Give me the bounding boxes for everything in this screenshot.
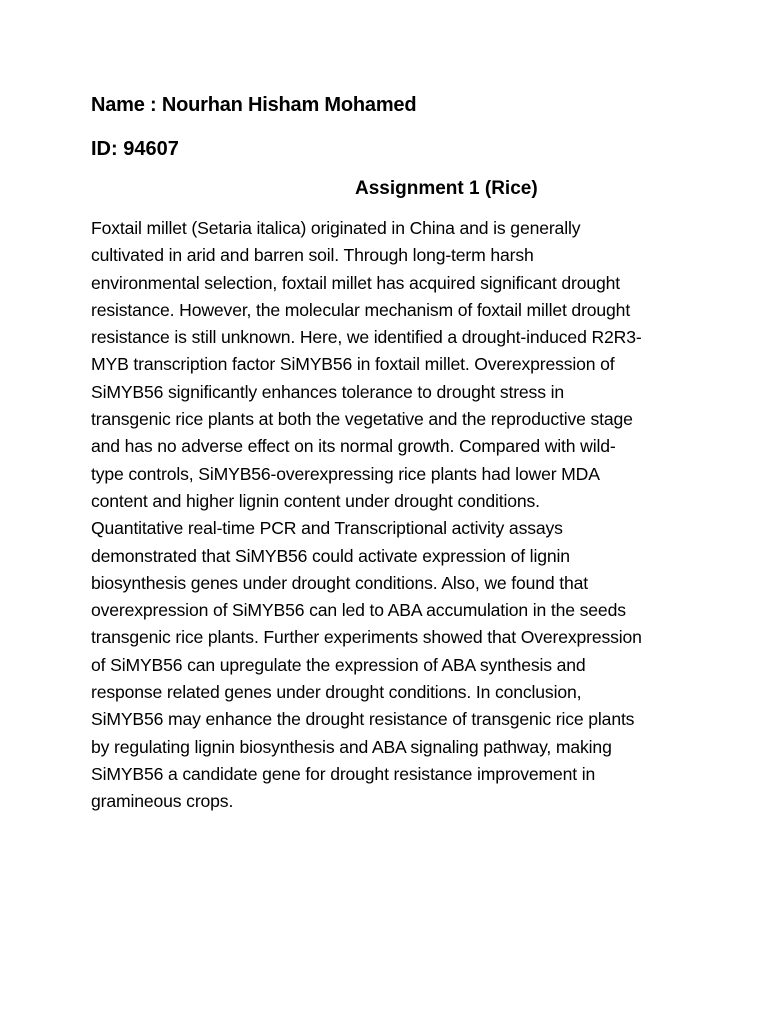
body-line: Quantitative real-time PCR and Transcriptional activity assays	[91, 518, 563, 539]
body-line: response related genes under drought conditions. In conclusion,	[91, 682, 582, 703]
assignment-title: Assignment 1 (Rice)	[355, 178, 538, 199]
body-line: transgenic rice plants at both the vegetative and the reproductive stage	[91, 409, 633, 430]
body-line: resistance. However, the molecular mechanism of foxtail millet drought	[91, 299, 631, 320]
body-line: cultivated in arid and barren soil. Through long-term harsh	[91, 245, 534, 266]
body-line: transgenic rice plants. Further experiments showed that Overexpression	[91, 627, 642, 648]
student-name: Name : Nourhan Hisham Mohamed	[91, 94, 417, 116]
body-line: gramineous crops.	[91, 791, 234, 812]
body-line: SiMYB56 a candidate gene for drought resistance improvement in	[91, 763, 596, 784]
body-line: and has no adverse effect on its normal growth. Compared with wild-	[91, 436, 616, 457]
body-paragraph	[91, 215, 691, 816]
body-line: Foxtail millet (Setaria italica) originated in China and is generally	[91, 218, 581, 238]
body-line: demonstrated that SiMYB56 could activate expression of lignin	[91, 545, 570, 566]
student-id: ID: 94607	[91, 138, 179, 160]
body-line: SiMYB56 may enhance the drought resistance of transgenic rice plants	[91, 709, 635, 730]
body-line: type controls, SiMYB56-overexpressing rice plants had lower MDA	[91, 463, 600, 484]
body-line: overexpression of SiMYB56 can led to ABA accumulation in the seeds	[91, 600, 626, 621]
body-line: of SiMYB56 can upregulate the expression of ABA synthesis and	[91, 654, 586, 675]
body-line: content and higher lignin content under drought conditions.	[91, 490, 540, 511]
body-line: SiMYB56 significantly enhances tolerance to drought stress in	[91, 381, 564, 402]
body-line: resistance is still unknown. Here, we identified a drought-induced R2R3-	[91, 327, 642, 348]
body-line: biosynthesis genes under drought conditions. Also, we found that	[91, 572, 589, 593]
body-line: environmental selection, foxtail millet has acquired significant drought	[91, 272, 621, 293]
body-line: MYB transcription factor SiMYB56 in foxtail millet. Overexpression of	[91, 354, 615, 375]
body-line: by regulating lignin biosynthesis and ABA signaling pathway, making	[91, 736, 612, 757]
